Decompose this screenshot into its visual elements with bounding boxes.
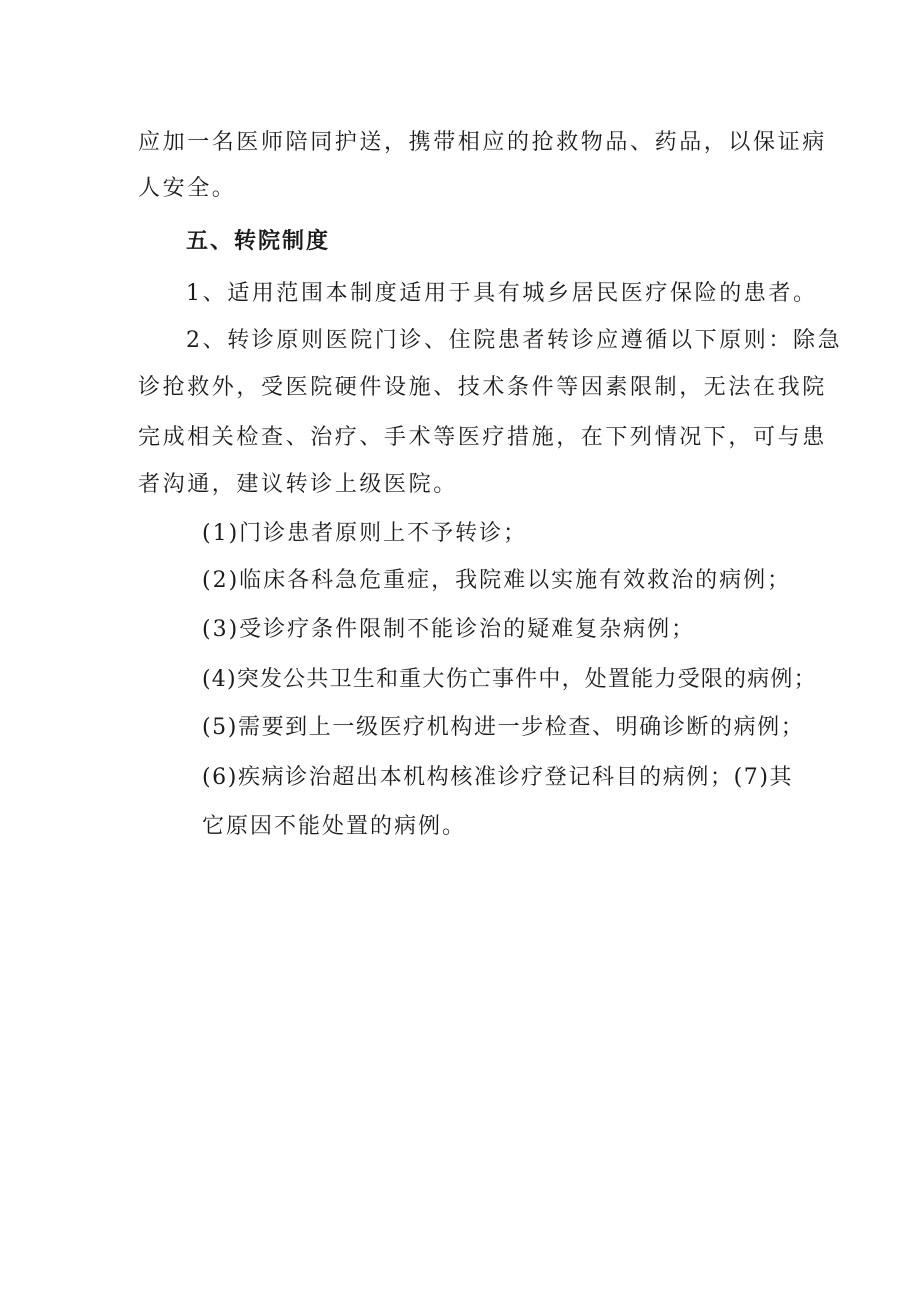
list-item: 它原因不能处置的病例。 <box>202 814 467 839</box>
paragraph-line: 者沟通，建议转诊上级医院。 <box>138 472 458 497</box>
list-item: (5)需要到上一级医疗机构进一步检查、明确诊断的病例； <box>202 715 805 740</box>
section-heading: 五、转院制度 <box>186 229 331 254</box>
paragraph-line: 诊抢救外，受医院硬件设施、技术条件等因素限制，无法在我院 <box>138 375 827 400</box>
list-item: (4)突发公共卫生和重大伤亡事件中，处置能力受限的病例； <box>202 667 817 692</box>
paragraph-line: 应加一名医师陪同护送，携带相应的抢救物品、药品，以保证病 <box>138 130 827 155</box>
paragraph-line: 1、适用范围本制度适用于具有城乡居民医疗保险的患者。 <box>186 281 818 306</box>
list-item: (6)疾病诊治超出本机构核准诊疗登记科目的病例；(7)其 <box>202 765 794 790</box>
paragraph-line: 2、转诊原则医院门诊、住院患者转诊应遵循以下原则：除急 <box>186 328 843 353</box>
list-item: (3)受诊疗条件限制不能诊治的疑难复杂病例； <box>202 617 696 642</box>
paragraph-line: 完成相关检查、治疗、手术等医疗措施，在下列情况下，可与患 <box>138 425 827 450</box>
paragraph-line: 人安全。 <box>138 176 237 201</box>
list-item: (2)临床各科急危重症，我院难以实施有效救治的病例； <box>202 568 792 593</box>
list-item: (1)门诊患者原则上不予转诊； <box>202 521 528 546</box>
